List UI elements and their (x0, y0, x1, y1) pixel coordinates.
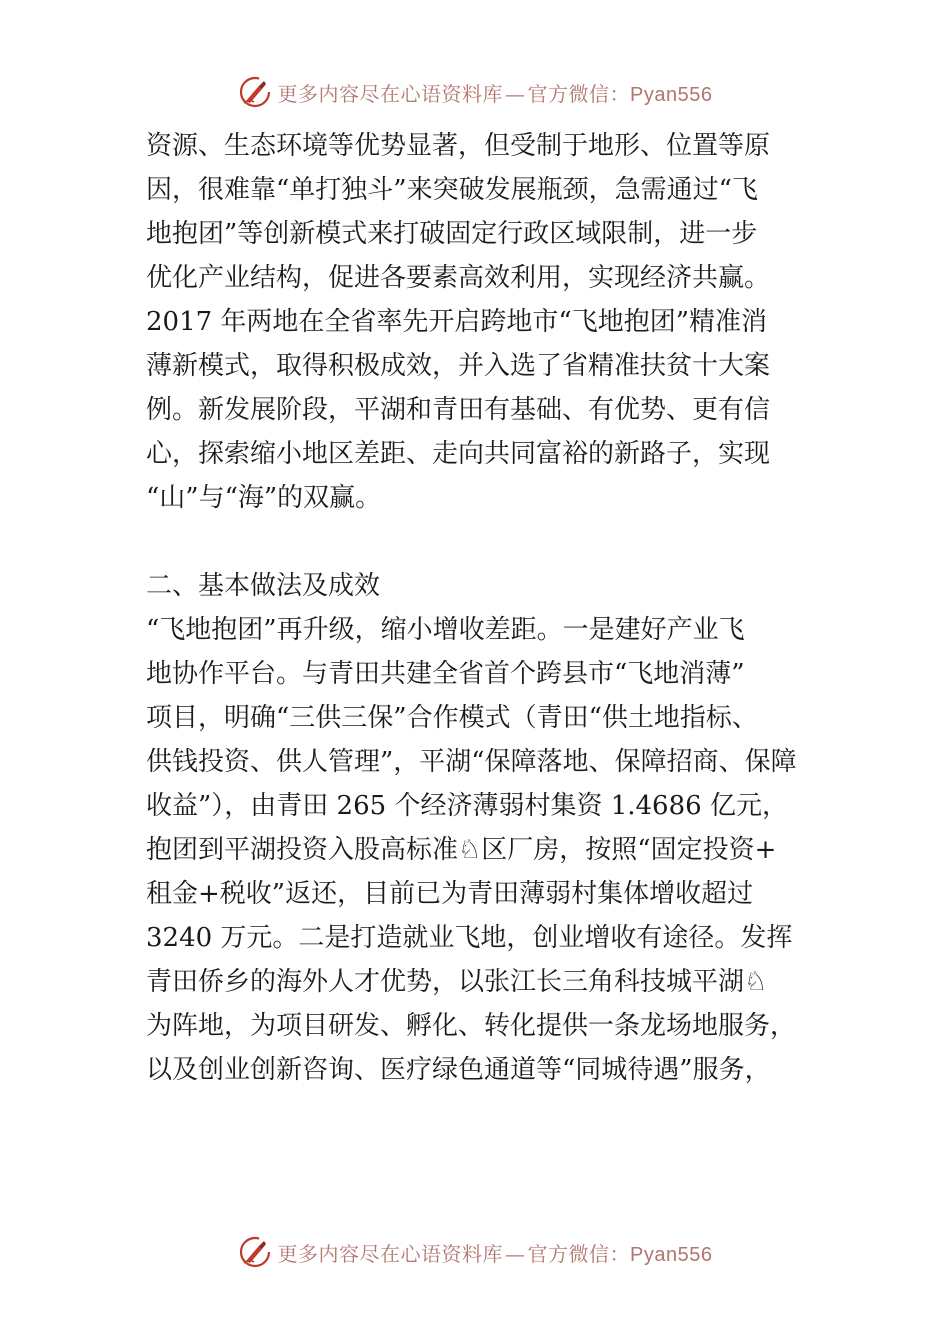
banner-library-text: 更多内容尽在心语资料库 (277, 1241, 504, 1266)
text-line: 供钱投资、供人管理”，平湖“保障落地、保障招商、保障 (146, 747, 797, 777)
text-line: 心，探索缩小地区差距、走向共同富裕的新路子，实现 (146, 439, 771, 469)
text-line: 资源、生态环境等优势显著，但受制于地形、位置等原 (146, 131, 771, 161)
section-heading: 二、基本做法及成效 (146, 571, 381, 601)
text-line: 例。新发展阶段，平湖和青田有基础、有优势、更有信 (146, 395, 771, 425)
text-line: 3240 万元。二是打造就业飞地，创业增收有途径。发挥 (146, 923, 793, 953)
text-line: “山”与“海”的双赢。 (146, 483, 382, 513)
text-line: 薄新模式，取得积极成效，并入选了省精准扶贫十大案 (146, 351, 771, 381)
banner-library-text: 更多内容尽在心语资料库 (277, 81, 504, 106)
text-line: 青田侨乡的海外人才优势，以张江长三角科技城平湖♘ (146, 967, 768, 997)
text-line: 以及创业创新咨询、医疗绿色通道等“同城待遇”服务， (146, 1055, 771, 1085)
text-line: 抱团到平湖投资入股高标准♘区厂房，按照“固定投资+ (146, 835, 777, 865)
footer-banner (0, 1232, 950, 1272)
text-line: 优化产业结构，促进各要素高效利用，实现经济共赢。 (146, 263, 771, 293)
text-line: 因，很难靠“单打独斗”来突破发展瓶颈，急需通过“飞 (146, 175, 758, 205)
text-line: 地抱团”等创新模式来打破固定行政区域限制，进一步 (146, 219, 758, 249)
paragraph-gap (146, 520, 826, 564)
text-line: 项目，明确“三供三保”合作模式（青田“供土地指标、 (146, 703, 758, 733)
text-line: “飞地抱团”再升级，缩小增收差距。一是建好产业飞 (146, 615, 745, 645)
text-line: 2017 年两地在全省率先开启跨地市“飞地抱团”精准消 (146, 307, 768, 337)
document-body (146, 124, 826, 1092)
text-line: 租金+税收”返还，目前已为青田薄弱村集体增收超过 (146, 879, 754, 909)
text-line: 为阵地，为项目研发、孵化、转化提供一条龙场地服务， (146, 1011, 797, 1041)
banner-separator: — (505, 81, 526, 106)
banner-wechat-id: Pyan556 (630, 1243, 713, 1266)
banner-text (278, 1238, 713, 1267)
banner-wechat-label: 官方微信： (527, 81, 631, 106)
banner-text (278, 78, 713, 107)
pen-logo-icon (238, 75, 272, 109)
text-line: 收益”），由青田 265 个经济薄弱村集资 1.4686 亿元， (146, 791, 788, 821)
header-banner (0, 72, 950, 112)
banner-separator: — (505, 1241, 526, 1266)
text-line: 地协作平台。与青田共建全省首个跨县市“飞地消薄” (146, 659, 745, 689)
banner-wechat-id: Pyan556 (630, 83, 713, 106)
pen-logo-icon (238, 1235, 272, 1269)
banner-wechat-label: 官方微信： (527, 1241, 631, 1266)
